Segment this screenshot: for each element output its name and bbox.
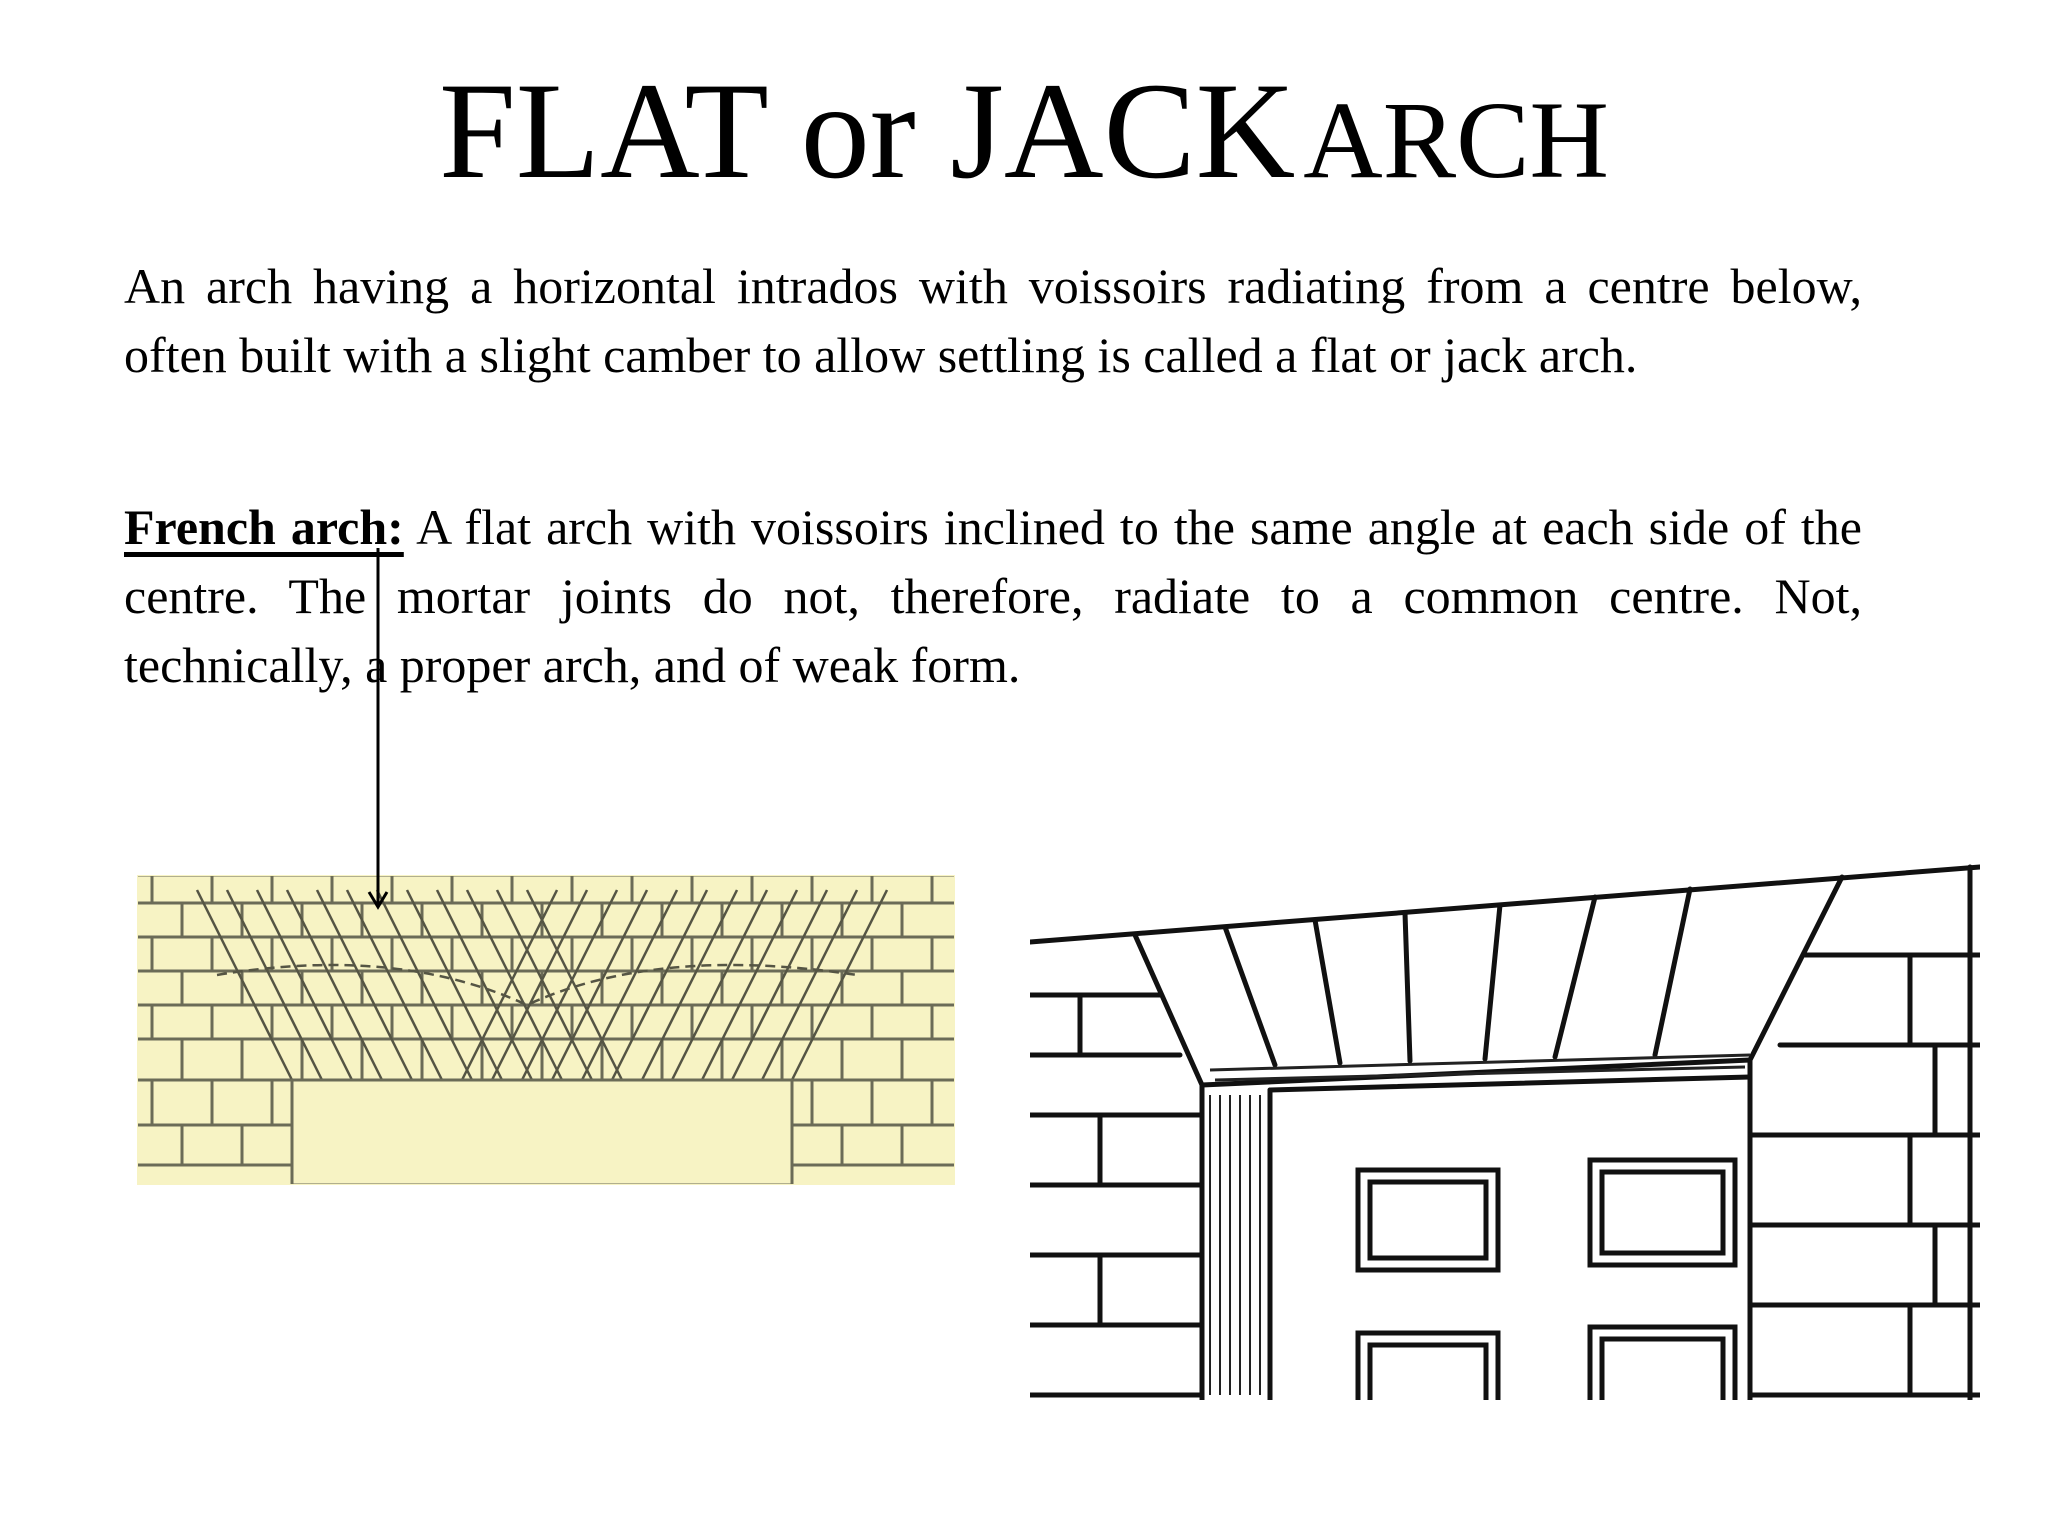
left-skewback	[1135, 935, 1202, 1085]
arch-opening	[292, 1080, 792, 1185]
door-panel	[1590, 1160, 1735, 1265]
definition-paragraph	[124, 252, 1862, 390]
french-arch-paragraph	[124, 493, 1862, 700]
french-arch-illustration	[137, 875, 955, 1185]
door-panel	[1358, 1170, 1498, 1270]
slide-title	[0, 54, 2048, 207]
jack-arch-illustration	[1030, 855, 1980, 1400]
arch-extrados	[1030, 867, 1980, 942]
french-arch-text: A flat arch with voissoirs inclined to the same angle at each side of the centre. The mortar joints do not, therefore, radiate to a common centre. Not, technically, a proper arch, and of weak form.	[124, 499, 1862, 693]
definition-text: An arch having a horizontal intrados with voissoirs radiating from a centre below, often built with a slight camber to allow settling is called a flat or jack arch.	[124, 258, 1862, 383]
title-main: FLAT or JACK	[439, 54, 1296, 207]
right-skewback	[1750, 877, 1842, 1060]
title-arch: ARCH	[1303, 79, 1609, 201]
french-arch-term: French arch:	[124, 499, 404, 555]
